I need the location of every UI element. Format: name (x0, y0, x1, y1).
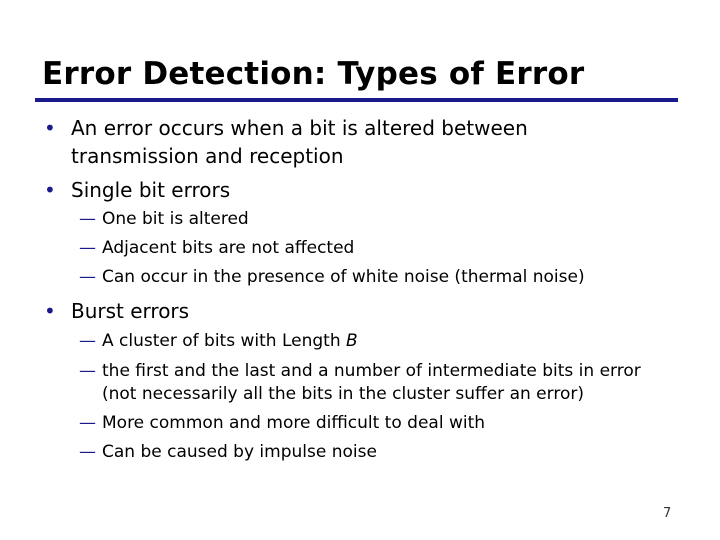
sub-bullet-text-line: the first and the last and a number of intermediate bits in error (102, 361, 641, 381)
sub-bullet-text: More common and more difficult to deal with (102, 413, 486, 433)
sub-bullet-text: Can be caused by impulse noise (102, 442, 377, 462)
title-underline (35, 98, 678, 102)
dash-icon: — (79, 361, 96, 381)
length-variable: B (346, 331, 358, 351)
sub-bullet-text-line: (not necessarily all the bits in the cluster suffer an error) (102, 384, 584, 404)
bullet-text: Single bit errors (71, 178, 231, 202)
dash-icon: — (79, 238, 96, 258)
bullet-icon: • (44, 116, 56, 140)
sub-bullet-text: Adjacent bits are not affected (102, 238, 355, 258)
sub-bullet-text-prefix: A cluster of bits with Length (102, 331, 346, 351)
bullet-text-line: An error occurs when a bit is altered between (71, 116, 528, 140)
page-number: 7 (663, 506, 672, 521)
bullet-text: Burst errors (71, 299, 190, 323)
dash-icon: — (79, 331, 96, 351)
slide-title: Error Detection: Types of Error (42, 56, 585, 92)
dash-icon: — (79, 267, 96, 287)
sub-bullet-text: Can occur in the presence of white noise (thermal noise) (102, 267, 585, 287)
bullet-text-line: transmission and reception (71, 144, 344, 168)
dash-icon: — (79, 209, 96, 229)
sub-bullet-text: One bit is altered (102, 209, 249, 229)
dash-icon: — (79, 442, 96, 462)
bullet-text (71, 114, 671, 170)
sub-bullet-text (102, 360, 682, 406)
bullet-icon: • (44, 299, 56, 323)
bullet-icon: • (44, 178, 56, 202)
sub-bullet-text (102, 330, 682, 353)
dash-icon: — (79, 413, 96, 433)
